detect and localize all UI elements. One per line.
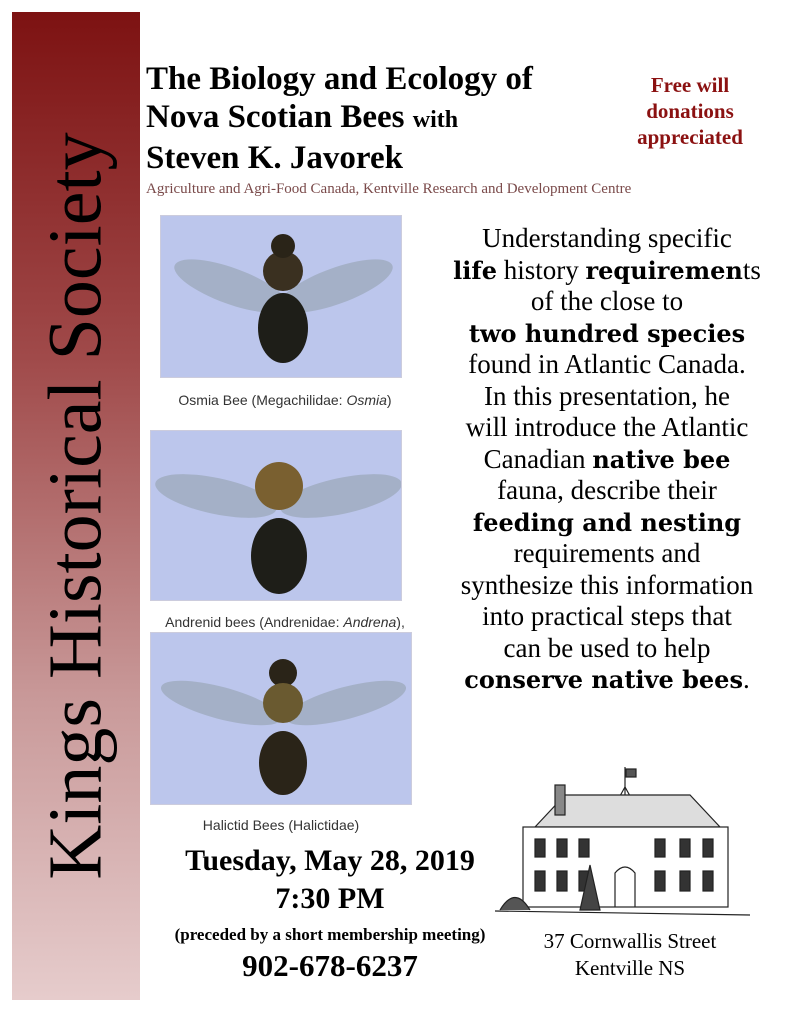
caption-genus: Andrena [343,614,397,630]
donation-line: donations [646,99,734,123]
halictid-bee-photo [150,632,412,805]
caption-text: Andrenid bees (Andrenidae: [165,614,344,630]
bee-illustration [161,216,402,378]
desc-line: found in Atlantic Canada. [468,349,746,379]
desc-emphasis: requiremen [585,255,743,285]
desc-line [432,664,782,696]
desc-text: ts [742,254,761,285]
desc-emphasis: two hundred species [468,318,746,348]
photo-caption [140,614,430,630]
title-line-text: Nova Scotian Bees [146,99,405,135]
caption-text: ) [386,392,392,408]
desc-line [432,444,782,476]
desc-line: of the close to [530,286,684,316]
description [432,223,782,696]
title-line [146,98,533,139]
desc-emphasis: conserve native bees [464,665,743,694]
event-note: (preceded by a short membership meeting) [174,925,486,944]
address-city: Kentville NS [574,956,686,980]
desc-text: . [742,664,750,694]
donation-note [620,72,760,150]
bee-illustration [151,633,412,805]
sidebar-banner [12,12,140,1000]
desc-line [432,507,782,539]
desc-line: Understanding specific [482,223,732,253]
desc-line [432,318,782,350]
affiliation: Agriculture and Agri-Food Canada, Kentville Research and Development Centre [146,181,632,197]
bee-illustration [151,431,402,601]
caption-text: Osmia Bee (Megachilidae: [178,392,347,408]
desc-line: requirements and [513,538,701,568]
desc-emphasis: life [453,255,497,285]
desc-line: into practical steps that [482,601,732,631]
desc-line: can be used to help [503,632,711,663]
building-sketch [495,765,750,923]
desc-line: synthesize this information [460,569,754,600]
desc-line [432,255,782,287]
osmia-bee-photo [160,215,402,378]
address-street: 37 Cornwallis Street [543,929,717,953]
title-line: The Biology and Ecology of [146,61,533,97]
andrenid-bee-photo [150,430,402,601]
title-with: with [412,107,459,133]
desc-emphasis: native bee [592,444,731,474]
caption-genus: Osmia [346,392,387,408]
desc-line: In this presentation, he [484,380,730,411]
desc-line: fauna, describe their [497,475,717,505]
desc-emphasis: feeding and nesting [472,507,742,537]
desc-line: will introduce the Atlantic [465,412,749,442]
organization-name: Kings Historical Society [33,132,118,880]
event-time: 7:30 PM [275,882,385,915]
phone-number: 902-678-6237 [242,948,418,983]
desc-text: history [497,254,586,285]
desc-text: Canadian [483,443,593,474]
donation-line: Free will [650,73,730,97]
caption-text: ), [396,614,405,630]
event-title [146,60,533,177]
event-date: Tuesday, May 28, 2019 [185,844,475,877]
photo-caption [150,392,420,408]
speaker-name: Steven K. Javorek [146,140,403,176]
donation-line: appreciated [637,125,743,149]
photo-caption: Halictid Bees (Halictidae) [202,817,360,833]
